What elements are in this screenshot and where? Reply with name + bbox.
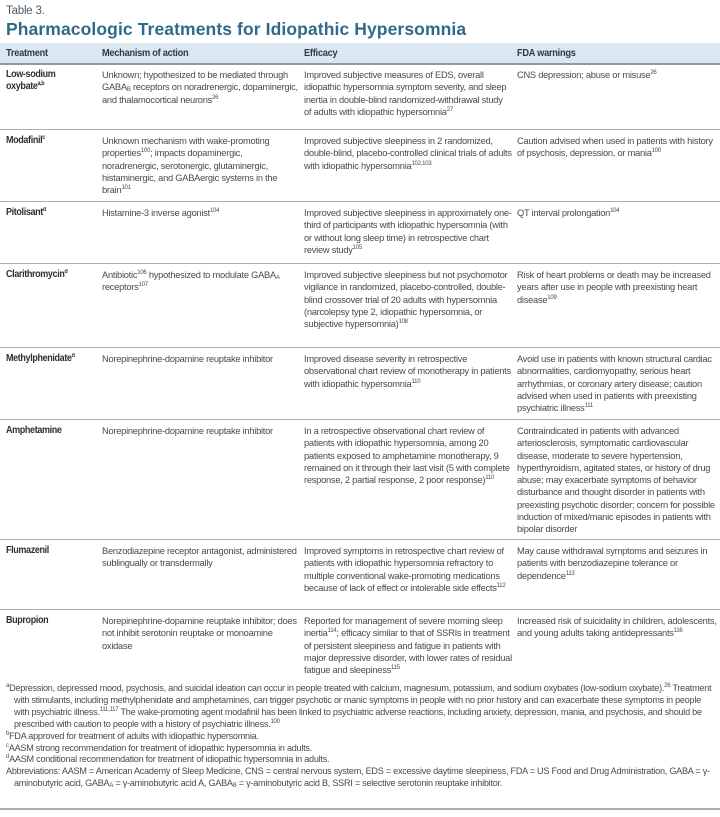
treatment-cell: Modafinil$^c$	[6, 135, 45, 146]
footnote-c: $^c$AASM strong recommendation for treatment of idiopathic hypersomnia in adults.	[6, 742, 312, 753]
table-row	[0, 541, 720, 610]
efficacy-cell: In a retrospective observational chart review of patients with idiopathic hypersomnia, among 20 patients exposed to amphetamine monotherapy, 9 remained on it through their last visit (5 with complete response, 2 partial response, 2 poor response)$^{110}$	[304, 426, 510, 486]
treatment-cell: Methylphenidate$^d$	[6, 353, 75, 364]
fda-warning-cell: QT interval prolongation$^{104}$	[517, 208, 620, 218]
fda-warning-cell: Avoid use in patients with known structural cardiac abnormalities, cardiomyopathy, serious heart arrhythmias, or coronary artery disease; caution advised when used in patients with preexisting psychiatric illness$^{111}$	[517, 354, 712, 414]
treatment-cell: Low-sodium oxybate$^{a,b}$	[6, 69, 56, 93]
table-row	[0, 611, 720, 679]
mechanism-cell: Norepinephrine-dopamine reuptake inhibitor	[102, 354, 273, 364]
table-row	[0, 65, 720, 130]
footnote-a: $^a$Depression, depressed mood, psychosis, and suicidal ideation can occur in people treated with calcium, magnesium, potassium, and sodium oxybates (low-sodium oxybate).$^{26}$ Treatment with stimulants, including methylphenidate and amphetamines, can trigger psychotic or manic symptoms in people with no prior history and can exacerbate these symptoms in people with psychiatric illness.$^{111,117}$ The wake-promoting agent modafinil has been linked to psychiatric adverse reactions, including anxiety, depression, mania, and psychosis, and should be prescribed with caution to people with a history of psychiatric illness.$^{100}$	[6, 683, 712, 729]
table-title: Pharmacologic Treatments for Idiopathic Hypersomnia	[6, 19, 467, 39]
mechanism-cell: Norepinephrine-dopamine reuptake inhibitor	[102, 426, 273, 436]
mechanism-cell: Unknown; hypothesized to be mediated through $GABA_B$ receptors on noradrenergic, dopaminergic, and thalamocortical neurons$^{26}$	[102, 70, 298, 105]
treatment-cell: Flumazenil	[6, 545, 49, 556]
fda-warning-cell: Contraindicated in patients with advanced arteriosclerosis, symptomatic cardiovascular disease, moderate to severe hypertension, hyperthyroidism, agitated states, or history of drug abuse; may exacerbate symptoms of behavior disturbance and thought disorder in patients with preexisting psychotic disorder; concern for possible induction of mixed/manic episodes in patients with bipolar disorder	[517, 426, 715, 535]
bottom-divider	[0, 808, 720, 810]
efficacy-cell: Improved subjective sleepiness but not psychomotor vigilance in randomized, placebo-controlled, double-blind crossover trial of 20 adults with hypersomnia (narcolepsy type 2, idiopathic hypersomnia, or subjective hypersomnia)$^{108}$	[304, 270, 508, 330]
fda-warning-cell: May cause withdrawal symptoms and seizures in patients with benzodiazepine tolerance or dependence$^{113}$	[517, 546, 708, 581]
efficacy-cell: Improved subjective sleepiness in 2 randomized, double-blind, placebo-controlled clinical trials of adults with idiopathic hypersomnia$^{102,103}$	[304, 136, 512, 171]
table-row	[0, 421, 720, 540]
fda-warning-cell: Caution advised when used in patients with history of psychosis, depression, or mania$^{100}$	[517, 136, 713, 159]
table-row	[0, 203, 720, 264]
mechanism-cell: Antibiotic$^{106}$ hypothesized to modulate $GABA_A$ receptors$^{107}$	[102, 270, 280, 293]
efficacy-cell: Improved disease severity in retrospective observational chart review of monotherapy in patients with idiopathic hypersomnia$^{110}$	[304, 354, 511, 389]
mechanism-cell: Norepinephrine-dopamine reuptake inhibitor; does not inhibit serotonin reuptake or monoamine oxidase	[102, 616, 297, 651]
footnote-abbreviations: Abbreviations: AASM = American Academy of Sleep Medicine, CNS = central nervous system, EDS = excessive daytime sleepiness, FDA = US Food and Drug Administration, GABA = γ-aminobutyric acid, $GABA_A$ = γ-aminobutyric acid A, $GABA_B$ = γ-aminobutyric acid B, SSRI = selective serotonin reuptake inhibitor.	[6, 766, 710, 790]
fda-warning-cell: CNS depression; abuse or misuse$^{26}$	[517, 70, 657, 80]
table-footnotes	[6, 683, 714, 790]
treatment-cell: Amphetamine	[6, 425, 62, 436]
treatment-cell: Pitolisant$^d$	[6, 207, 46, 218]
header-treatment: Treatment	[6, 47, 48, 59]
header-fda-warnings: FDA warnings	[517, 47, 576, 59]
efficacy-cell: Improved subjective measures of EDS, overall idiopathic hypersomnia symptom severity, and sleep inertia in double-blind randomized-withdrawal study of adults with idiopathic hypersomnia$^{27}$	[304, 70, 507, 117]
efficacy-cell: Improved symptoms in retrospective chart review of patients with idiopathic hypersomnia refractory to multiple conventional wake-promoting medications because of lack of effect or intolerable side effects$^{112}$	[304, 546, 506, 593]
header-efficacy: Efficacy	[304, 47, 338, 59]
fda-warning-cell: Increased risk of suicidality in children, adolescents, and young adults taking antidepressants$^{116}$	[517, 616, 717, 639]
table-row	[0, 349, 720, 420]
table-row	[0, 265, 720, 348]
mechanism-cell: Histamine-3 inverse agonist$^{104}$	[102, 208, 220, 218]
table-header-row	[0, 43, 720, 65]
treatment-cell: Bupropion	[6, 615, 49, 626]
header-mechanism: Mechanism of action	[102, 47, 189, 59]
efficacy-cell: Improved subjective sleepiness in approximately one-third of participants with idiopathic hypersomnia (with or without long sleep time) in retrospective chart review study$^{105}$	[304, 208, 512, 255]
efficacy-cell: Reported for management of severe morning sleep inertia$^{114}$; efficacy similar to that of SSRIs in treatment of persistent sleepiness and fatigue in patients with major depressive disorder, with lower rates of residual fatigue and sleepiness$^{115}$	[304, 616, 512, 676]
footnote-d: $^d$AASM conditional recommendation for treatment of idiopathic hypersomnia in adults.	[6, 754, 330, 765]
fda-warning-cell: Risk of heart problems or death may be increased years after use in people with preexisting heart disease$^{109}$	[517, 270, 711, 305]
mechanism-cell: Benzodiazepine receptor antagonist, administered sublingually or transdermally	[102, 546, 297, 569]
treatment-cell: Clarithromycin$^d$	[6, 269, 68, 280]
table-label: Table 3.	[6, 5, 45, 17]
footnote-b: $^b$FDA approved for treatment of adults with idiopathic hypersomnia.	[6, 730, 259, 741]
mechanism-cell: Unknown mechanism with wake-promoting properties$^{100}$; impacts dopaminergic, noradrenergic, serotonergic, glutaminergic, histaminergic, and GABAergic systems in the brain$^{101}$	[102, 136, 278, 196]
table-row	[0, 131, 720, 202]
